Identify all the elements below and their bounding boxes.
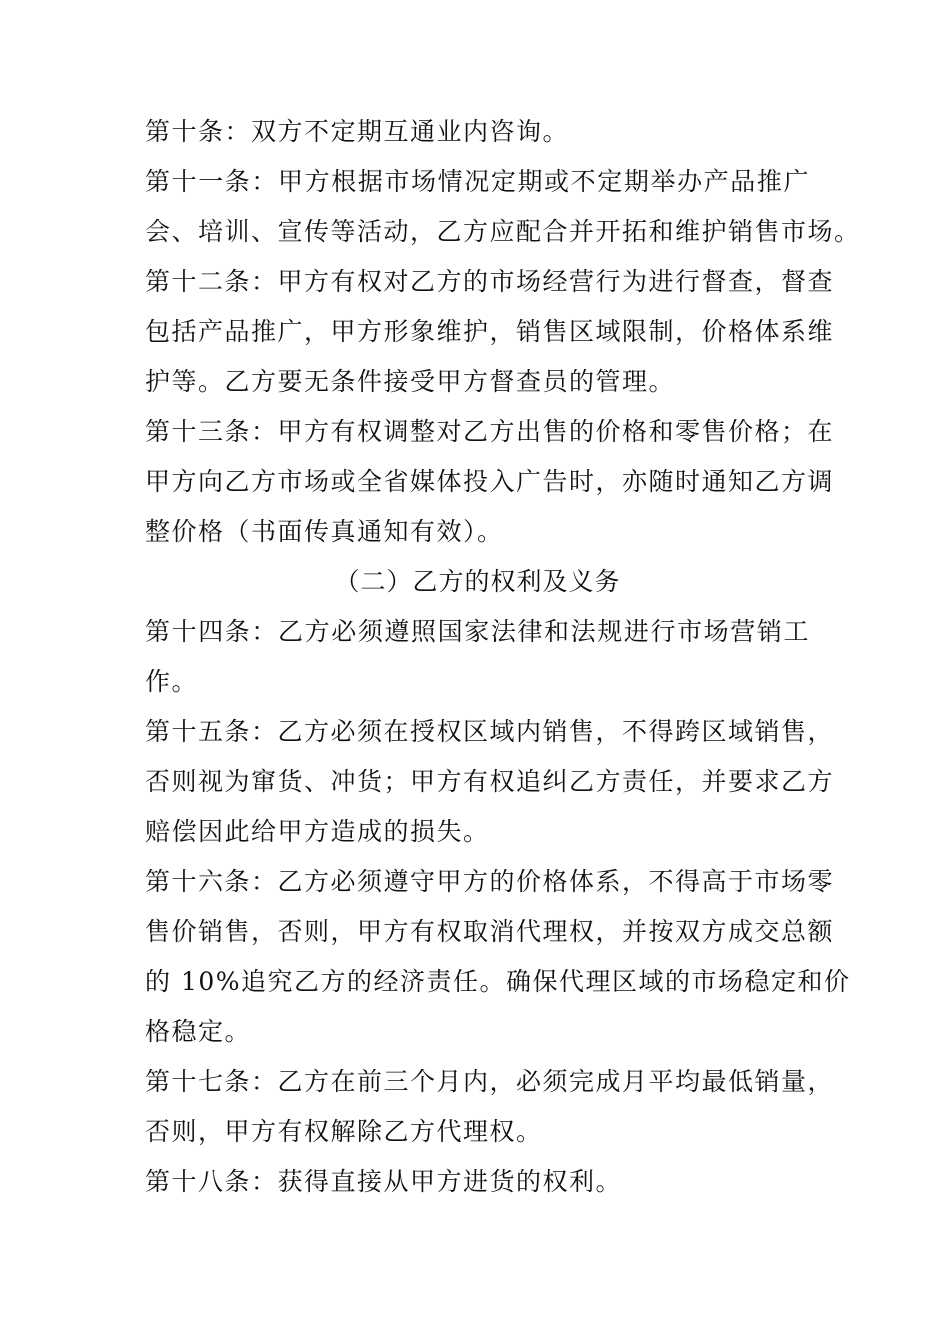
article-13-line-3: 整价格（书面传真通知有效）。 (145, 517, 504, 546)
article-16-line-3: 的 10%追究乙方的经济责任。确保代理区域的市场稳定和价 (145, 967, 851, 996)
article-17-line-1: 第十七条：乙方在前三个月内，必须完成月平均最低销量， (145, 1067, 835, 1096)
article-16-line-4: 格稳定。 (145, 1017, 252, 1046)
article-15-line-1: 第十五条：乙方必须在授权区域内销售，不得跨区域销售， (145, 717, 835, 746)
article-16-line-1: 第十六条：乙方必须遵守甲方的价格体系，不得高于市场零 (145, 867, 835, 896)
article-13-line-2: 甲方向乙方市场或全省媒体投入广告时，亦随时通知乙方调 (145, 467, 835, 496)
article-13-line-1: 第十三条：甲方有权调整对乙方出售的价格和零售价格；在 (145, 417, 835, 446)
article-12-line-2: 包括产品推广，甲方形象维护，销售区域限制，价格体系维 (145, 317, 835, 346)
article-14-line-1: 第十四条：乙方必须遵照国家法律和法规进行市场营销工 (145, 617, 810, 646)
document-body (145, 107, 861, 1207)
article-10-line: 第十条：双方不定期互通业内咨询。 (145, 117, 570, 146)
article-12-line-3: 护等。乙方要无条件接受甲方督查员的管理。 (145, 367, 676, 396)
article-18-line: 第十八条：获得直接从甲方进货的权利。 (145, 1167, 623, 1196)
article-15-line-3: 赔偿因此给甲方造成的损失。 (145, 817, 490, 846)
section-heading-party-b: （二）乙方的权利及义务 (334, 567, 621, 596)
article-11-line-1: 第十一条：甲方根据市场情况定期或不定期举办产品推广 (145, 167, 810, 196)
article-15-line-2: 否则视为窜货、冲货；甲方有权追纠乙方责任，并要求乙方 (145, 767, 835, 796)
article-17-line-2: 否则，甲方有权解除乙方代理权。 (145, 1117, 543, 1146)
article-11-line-2: 会、培训、宣传等活动，乙方应配合并开拓和维护销售市场。 (145, 217, 861, 246)
article-16-line-2: 售价销售，否则，甲方有权取消代理权，并按双方成交总额 (145, 917, 835, 946)
article-14-line-2: 作。 (145, 667, 199, 696)
article-12-line-1: 第十二条：甲方有权对乙方的市场经营行为进行督查，督查 (145, 267, 835, 296)
